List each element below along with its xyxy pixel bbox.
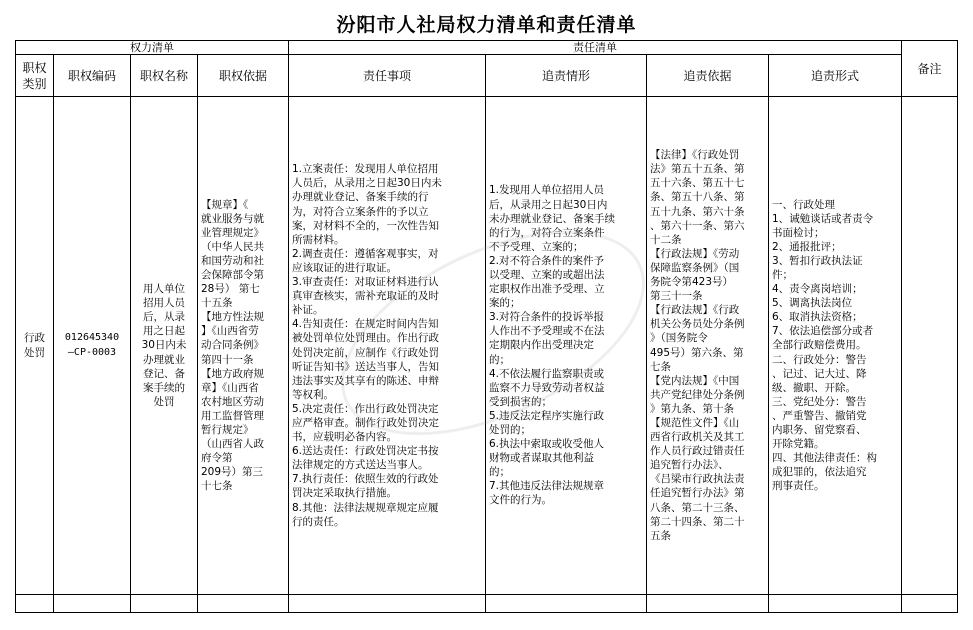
- pursuit-basis-cell: 【法律】《行政处罚 法》第五十五条、第 五十六条、第五十七 条、第五十八条、第 五十九条、第六十条 、第六十一条、第六 十二条 【行政法规】《劳动 保障监察条例》（国 务院令第423号） 第三十一条 【行政法规】《行政 机关公务员处分条例 》（国务院令 495号）第六条、第 七条 【党内法规】《中国 共产党纪律处分条例 》第九条、第十条 【规范性文件】《山 西省行政机关及其工 作人员行政过错责任 追究暂行办法》、 《吕梁市行政执法责 任追究暂行办法》第 八条、第二十三条、 第二十四条、第二十 五条: [647, 97, 769, 595]
- empty-cell: [16, 595, 54, 613]
- empty-cell: [902, 595, 958, 613]
- empty-cell: [486, 595, 647, 613]
- pursuit-form-cell: 一、行政处理 1、诫勉谈话或者责令 书面检讨； 2、通报批评； 3、暂扣行政执法证 件； 4、责令离岗培训； 5、调离执法岗位 6、取消执法资格； 7、依法追偿部分或者 全部行政赔偿费用。 二、行政处分：警告 、记过、记大过、降 级、撤职、开除。 三、党纪处分：警告 、严重警告、撤销党 内职务、留党察看、 开除党籍。 四、其他法律责任：构 成犯罪的，依法追究 刑事责任。: [769, 97, 902, 595]
- empty-cell: [647, 595, 769, 613]
- duty-cell: 1.立案责任：发现用人单位招用 人员后，从录用之日起30日内未 办理就业登记、备案手续的行 为，对符合立案条件的予以立 案，对材料不全的，一次性告知 所需材料。 2.调查责任：遵循客观事实，对 应该取证的进行取证。 3.审查责任：对取证材料进行认 真审查核实，需补充取证的及时 补证。 4.告知责任：在规定时间内告知 被处罚单位处罚理由。作出行政 处罚决定前，应制作《行政处罚 听证告知书》送达当事人，告知 违法事实及其享有的陈述、申辩 等权利。 5.决定责任：作出行政处罚决定 应严格审查。制作行政处罚决定 书，应载明必备内容。 6.送达责任：行政处罚决定书按 法律规定的方式送达当事人。 7.执行责任：依照生效的行政处 罚决定采取执行措施。 8.其他：法律法规规章规定应履 行的责任。: [289, 97, 486, 595]
- category-cell: 行政 处罚: [16, 97, 54, 595]
- basis-header: 职权依据: [198, 55, 289, 97]
- pursuit-case-header: 追责情形: [486, 55, 647, 97]
- pursuit-case-cell: 1.发现用人单位招用人员 后，从录用之日起30日内 未办理就业登记、备案手续 的行为，对符合立案条件 不予受理、立案的； 2.对不符合条件的案件予 以受理、立案的或超出法 定职权作出准予受理、立 案的； 3.对符合条件的投诉举报 人作出不予受理或不在法 定期限内作出受理决定 的； 4.不依法履行监察职责或 监察不力导致劳动者权益 受到损害的； 5.违反法定程序实施行政 处罚的； 6.执法中索取或收受他人 财物或者谋取其他利益 的； 7.其他违反法律法规规章 文件的行为。: [486, 97, 647, 595]
- remarks-header: 备注: [902, 41, 958, 97]
- duty-header: 责任事项: [289, 55, 486, 97]
- power-responsibility-table: [15, 40, 958, 613]
- empty-cell: [54, 595, 131, 613]
- basis-cell: 【规章】《 就业服务与就 业管理规定》 （中华人民共 和国劳动和社 会保障部令第 28号） 第七 十五条 【地方性法规 】《山西省劳 动合同条例》 第四十一条 【地方政府规 章】《山西省 农村地区劳动 用工监督管理 暂行规定》 （山西省人政 府令第 209号）第三 十七条: [198, 97, 289, 595]
- document-title: 汾阳市人社局权力清单和责任清单: [336, 14, 637, 36]
- code-cell: 012645340 —CP-0003: [54, 97, 131, 595]
- name-header: 职权名称: [131, 55, 198, 97]
- empty-cell: [289, 595, 486, 613]
- empty-cell: [769, 595, 902, 613]
- code-header: 职权编码: [54, 55, 131, 97]
- responsibility-list-group-header: 责任清单: [289, 41, 902, 55]
- name-cell: 用人单位 招用人员 后，从录 用之日起 30日内未 办理就业 登记、备 案手续的 处罚: [131, 97, 198, 595]
- empty-cell: [198, 595, 289, 613]
- power-list-group-header: 权力清单: [16, 41, 289, 55]
- empty-cell: [131, 595, 198, 613]
- category-header: 职权 类别: [16, 55, 54, 97]
- pursuit-basis-header: 追责依据: [647, 55, 769, 97]
- remarks-cell: [902, 97, 958, 595]
- pursuit-form-header: 追责形式: [769, 55, 902, 97]
